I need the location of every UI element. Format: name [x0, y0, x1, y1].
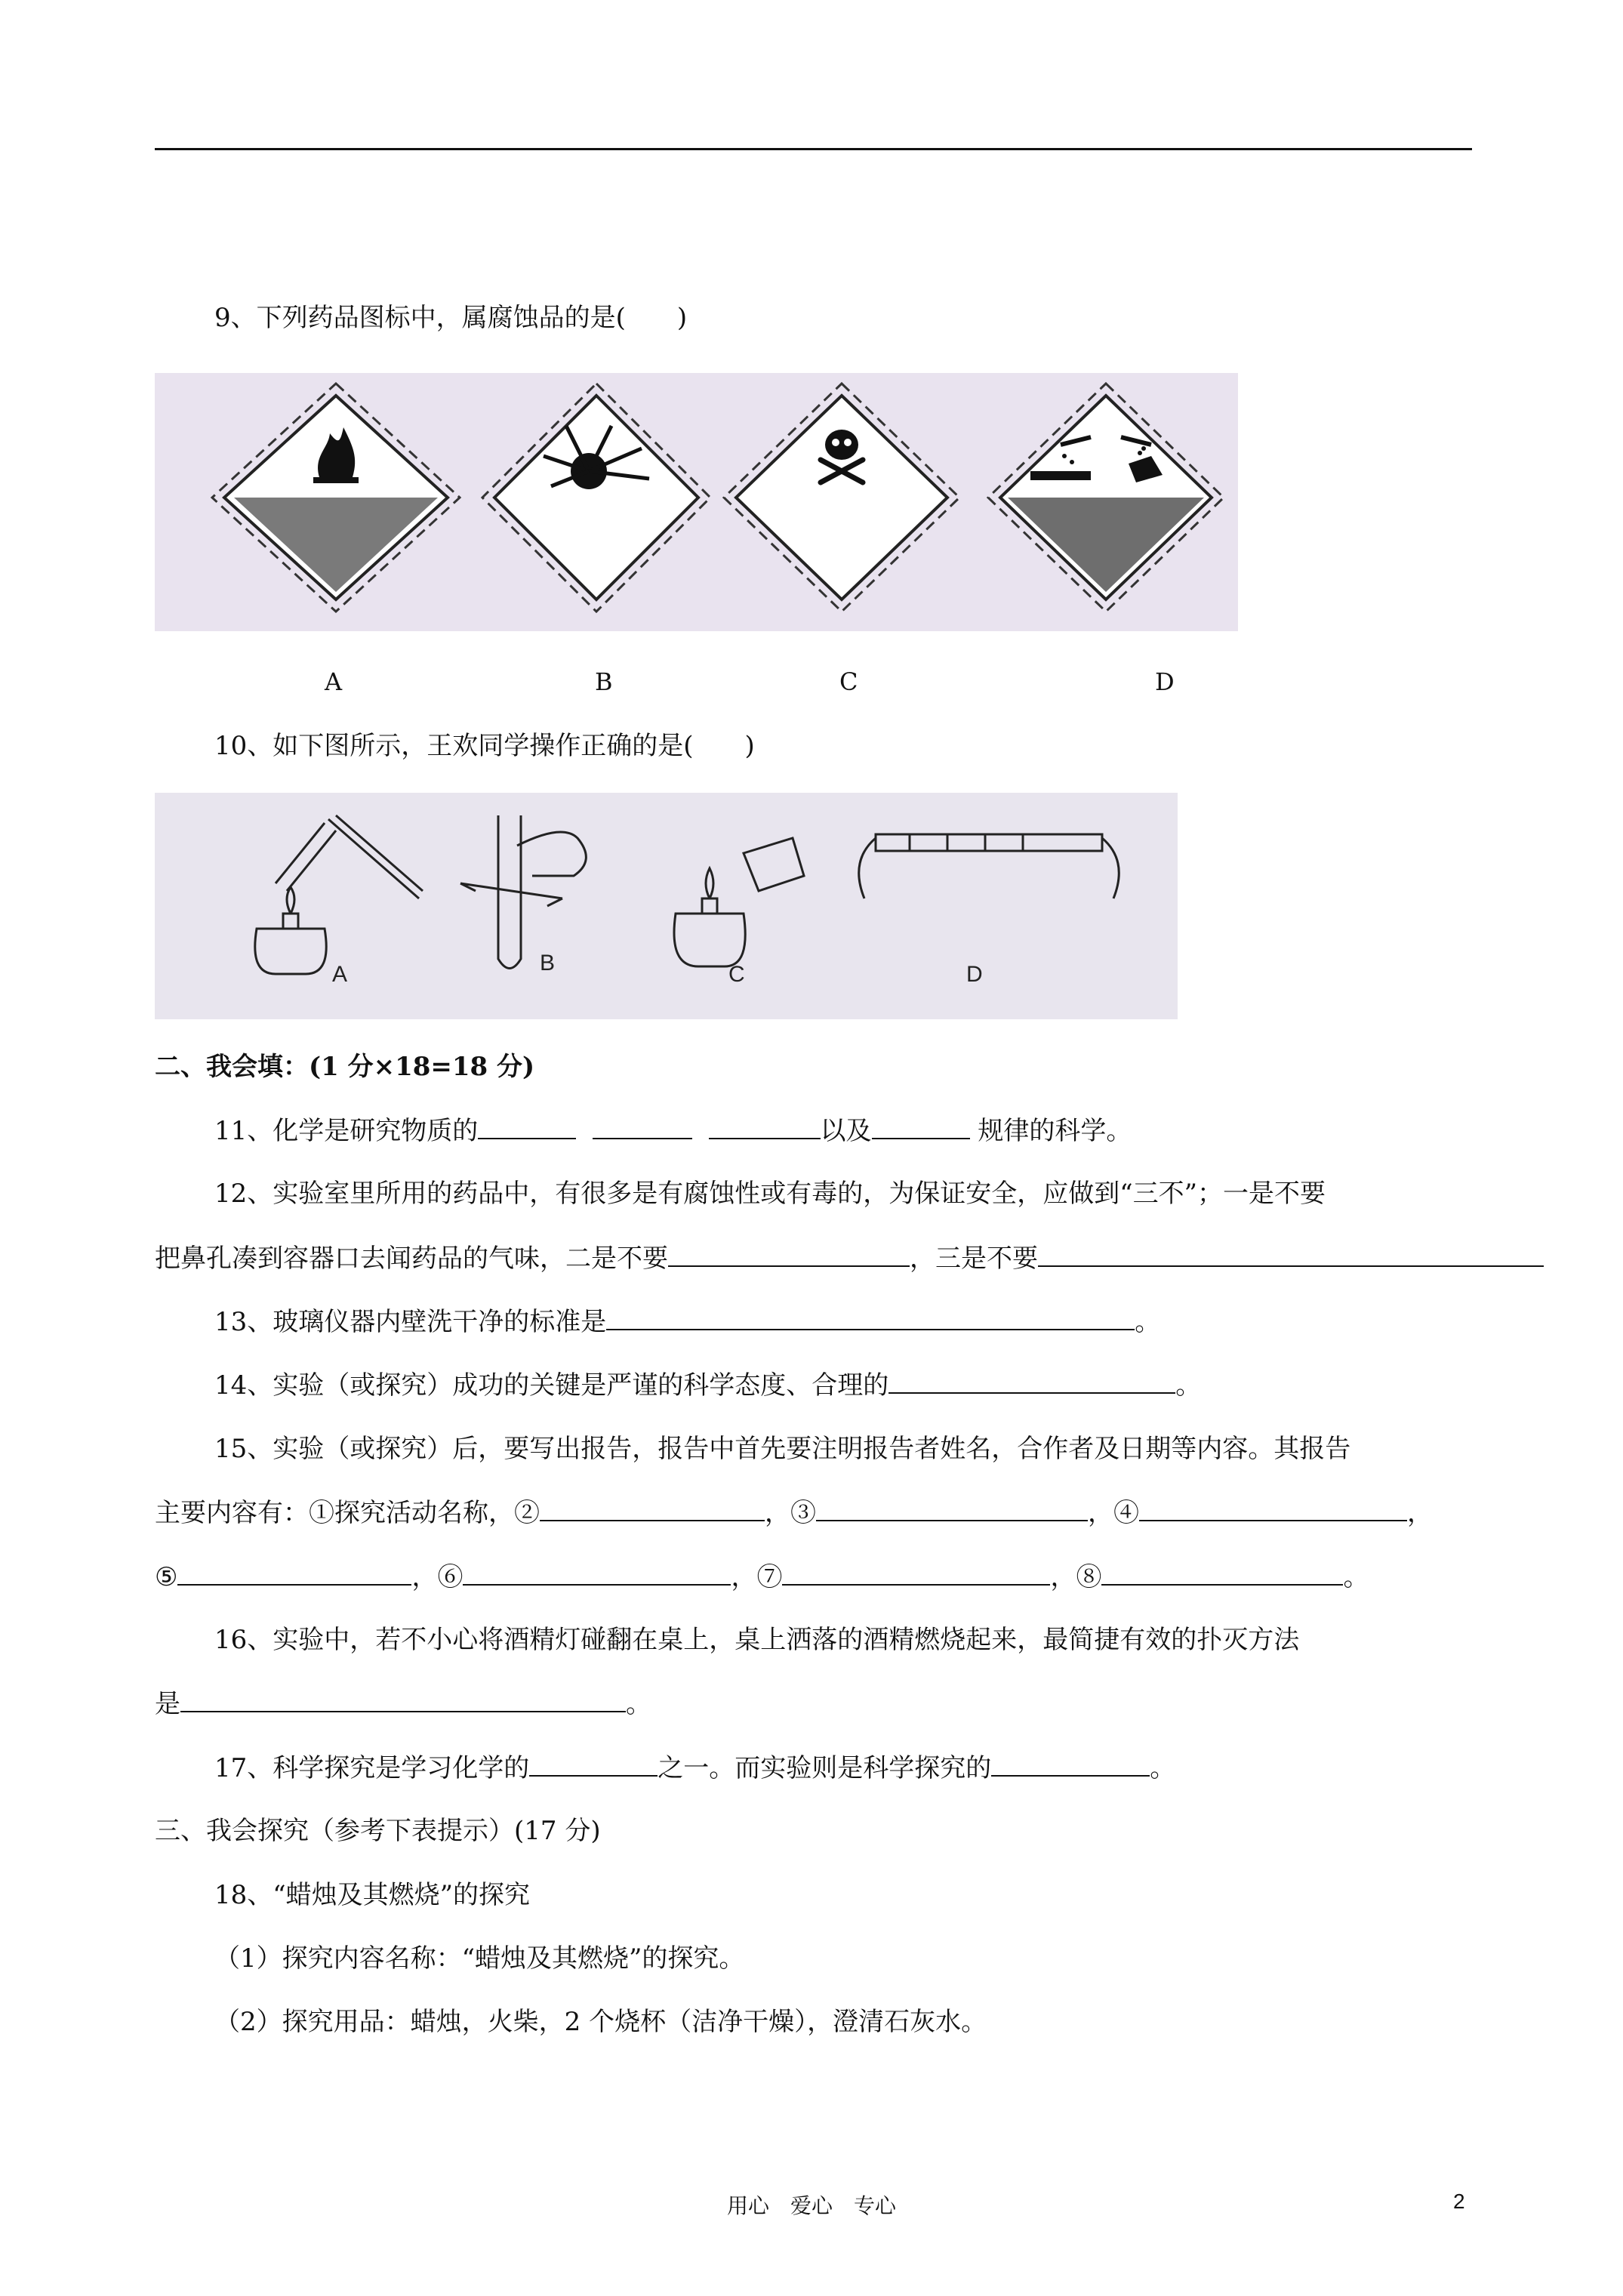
question-9: 9、下列药品图标中，属腐蚀品的是( ) — [214, 303, 688, 333]
question-13 — [214, 1306, 1160, 1337]
q13-blank[interactable] — [606, 1306, 1135, 1330]
q14-end: 。 — [1175, 1370, 1202, 1401]
question-18-title: 18、“蜡烛及其燃烧”的探究 — [214, 1880, 531, 1910]
svg-text:A: A — [332, 962, 348, 987]
q15-line2-end: ， — [1407, 1498, 1433, 1528]
q12-blank-1[interactable] — [668, 1243, 910, 1267]
q12-text-a: 把鼻孔凑到容器口去闻药品的气味，二是不要 — [155, 1244, 668, 1274]
q11-text-a: 11、化学是研究物质的 — [214, 1116, 479, 1146]
svg-text:B: B — [540, 951, 556, 975]
q15-blank-6[interactable] — [463, 1561, 731, 1586]
question-12-line-2 — [155, 1243, 1544, 1274]
q15-text-a: 主要内容有：①探究活动名称，② — [155, 1498, 540, 1528]
q11-text-c: 规律的科学。 — [969, 1116, 1132, 1146]
question-15-line-2 — [155, 1497, 1433, 1528]
q17-text-a: 17、科学探究是学习化学的 — [214, 1753, 530, 1783]
question-16-line-2 — [155, 1688, 651, 1719]
question-15-line-3 — [155, 1561, 1369, 1592]
q15-marker-6: ，⑥ — [411, 1562, 463, 1592]
question-18-item-1: （1）探究内容名称：“蜡烛及其燃烧”的探究。 — [214, 1943, 745, 1974]
q16-blank[interactable] — [180, 1688, 626, 1712]
svg-text:D: D — [966, 962, 983, 987]
q15-marker-7: ，⑦ — [731, 1562, 783, 1592]
q15-blank-4[interactable] — [1139, 1497, 1407, 1521]
q11-blank-1[interactable] — [478, 1115, 576, 1139]
q15-marker-5: ⑤ — [155, 1562, 178, 1592]
q11-blank-3[interactable] — [709, 1115, 821, 1139]
q15-marker-8: ，⑧ — [1050, 1562, 1102, 1592]
q15-blank-7[interactable] — [782, 1561, 1050, 1586]
q17-blank-1[interactable] — [529, 1752, 658, 1777]
q9-option-d: D — [1155, 667, 1175, 696]
footer-motto: 用心 爱心 专心 — [726, 2193, 896, 2218]
q9-option-a: A — [325, 667, 343, 696]
q15-blank-3[interactable] — [816, 1497, 1088, 1521]
svg-text:C: C — [728, 962, 745, 987]
q17-text-b: 之一。而实验则是科学探究的 — [658, 1753, 992, 1783]
q14-text: 14、实验（或探究）成功的关键是严谨的科学态度、合理的 — [214, 1370, 889, 1401]
question-11 — [214, 1115, 1132, 1146]
q13-text: 13、玻璃仪器内壁洗干净的标准是 — [214, 1307, 607, 1337]
question-17 — [214, 1752, 1175, 1783]
question-14 — [214, 1370, 1201, 1401]
q14-blank[interactable] — [888, 1370, 1175, 1394]
section-2-title: 二、我会填：(1 分×18=18 分) — [155, 1052, 535, 1082]
section-3-title: 三、我会探究（参考下表提示）(17 分) — [155, 1816, 601, 1846]
header-rule — [155, 148, 1472, 150]
lab-operations-figure — [155, 793, 1178, 1019]
question-16-line-1: 16、实验中，若不小心将酒精灯碰翻在桌上，桌上洒落的酒精燃烧起来，最简捷有效的扑灭方法 — [214, 1625, 1300, 1655]
q15-marker-3: ，③ — [765, 1498, 816, 1528]
hazard-icons-figure — [155, 373, 1238, 631]
question-10: 10、如下图所示，王欢同学操作正确的是( ) — [214, 731, 755, 761]
q11-blank-2[interactable] — [593, 1115, 692, 1139]
q15-marker-4: ，④ — [1088, 1498, 1139, 1528]
question-18-item-2: （2）探究用品：蜡烛，火柴，2 个烧杯（洁净干燥），澄清石灰水。 — [214, 2007, 987, 2037]
q15-blank-5[interactable] — [177, 1561, 411, 1586]
q12-text-b: ，三是不要 — [910, 1244, 1038, 1274]
q15-blank-8[interactable] — [1101, 1561, 1343, 1586]
q17-end: 。 — [1150, 1753, 1176, 1783]
question-12-line-1: 12、实验室里所用的药品中，有很多是有腐蚀性或有毒的，为保证安全，应做到“三不”；一是不要 — [214, 1179, 1326, 1209]
q13-end: 。 — [1135, 1307, 1161, 1337]
q16-end: 。 — [626, 1689, 651, 1719]
q11-blank-4[interactable] — [872, 1115, 970, 1139]
q12-blank-2[interactable] — [1038, 1243, 1544, 1267]
question-15-line-1: 15、实验（或探究）后，要写出报告，报告中首先要注明报告者姓名，合作者及日期等内容。其报告 — [214, 1434, 1351, 1464]
page-number: 2 — [1453, 2190, 1465, 2213]
q9-option-c: C — [839, 667, 858, 696]
q9-option-b: B — [595, 667, 613, 696]
q17-blank-2[interactable] — [991, 1752, 1150, 1777]
q16-text-a: 是 — [155, 1689, 180, 1719]
q11-text-b: 以及 — [820, 1116, 872, 1146]
q15-blank-2[interactable] — [540, 1497, 765, 1521]
q15-end: 。 — [1343, 1562, 1369, 1592]
